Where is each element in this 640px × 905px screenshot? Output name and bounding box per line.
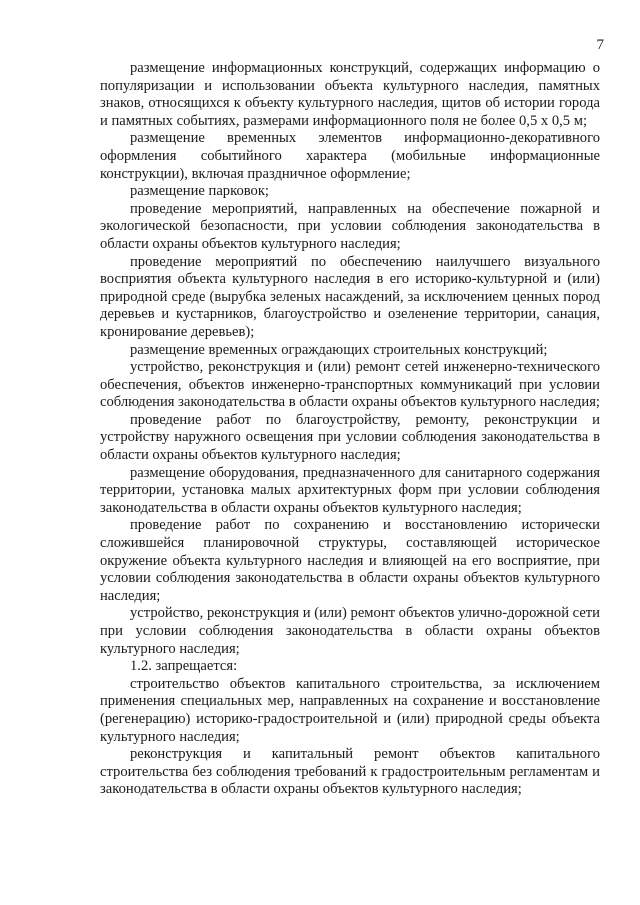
paragraph-road-network: устройство, реконструкция и (или) ремонт объектов улично-дорожной сети при условии соблюдения законодательства в области охраны объектов культурного наследия; — [100, 605, 600, 657]
page-number: 7 — [596, 37, 604, 53]
paragraph-reconstruction-repair: реконструкция и капитальный ремонт объектов капитального строительства без соблюдения требований к градостроительным регламентам и законодательства в области охраны объектов культурного наследия; — [100, 746, 600, 798]
paragraph-sanitary-equipment: размещение оборудования, предназначенного для санитарного содержания территории, установка малых архитектурных форм при условии соблюдения законодательства в области охраны объектов культурного наследия; — [100, 464, 600, 516]
paragraph-info-structures: размещение информационных конструкций, содержащих информацию о популяризации и использовании объекта культурного наследия, памятных знаков, относящихся к объекту культурного наследия, щитов об истории города и памятных событиях, размерами информационного поля не более 0,5 х 0,5 м; — [100, 60, 600, 129]
paragraph-parking: размещение парковок; — [130, 183, 269, 200]
paragraph-capital-construction: строительство объектов капитального строительства, за исключением применения специальных мер, направленных на сохранение и восстановление (регенерацию) историко-градостроительной и (или) природной среды объекта культурного наследия; — [100, 675, 600, 745]
document-body — [100, 60, 600, 799]
paragraph-temporary-fences: размещение временных ограждающих строительных конструкций; — [130, 341, 548, 358]
paragraph-temporary-decor: размещение временных элементов информационно-декоративного оформления событийного характера (мобильные информационные конструкции), включая праздничное оформление; — [100, 130, 600, 182]
paragraph-historic-structure: проведение работ по сохранению и восстановлению исторически сложившейся планировочной структуры, составляющей историческое окружение объекта культурного наследия и влияющей на его восприятие, при условии соблюдения законодательства в области охраны объектов культурного наследия; — [100, 517, 600, 604]
section-heading-prohibited: 1.2. запрещается: — [130, 658, 238, 675]
paragraph-engineering-networks: устройство, реконструкция и (или) ремонт сетей инженерно-технического обеспечения, объектов инженерно-транспортных коммуникаций при условии соблюдения законодательства в области охраны объектов культурного наследия; — [100, 359, 600, 411]
paragraph-visual-perception: проведение мероприятий по обеспечению наилучшего визуального восприятия объекта культурного наследия в его историко-культурной и (или) природной среде (вырубка зеленых насаждений, за исключением ценных пород деревьев и кустарников, благоустройство и озеленение территории, санация, кронирование деревьев); — [100, 253, 600, 340]
paragraph-outdoor-lighting: проведение работ по благоустройству, ремонту, реконструкции и устройству наружного освещения при условии соблюдения законодательства в области охраны объектов культурного наследия; — [100, 411, 600, 464]
paragraph-fire-safety: проведение мероприятий, направленных на обеспечение пожарной и экологической безопасности, при условии соблюдения законодательства в области охраны объектов культурного наследия; — [100, 200, 600, 252]
